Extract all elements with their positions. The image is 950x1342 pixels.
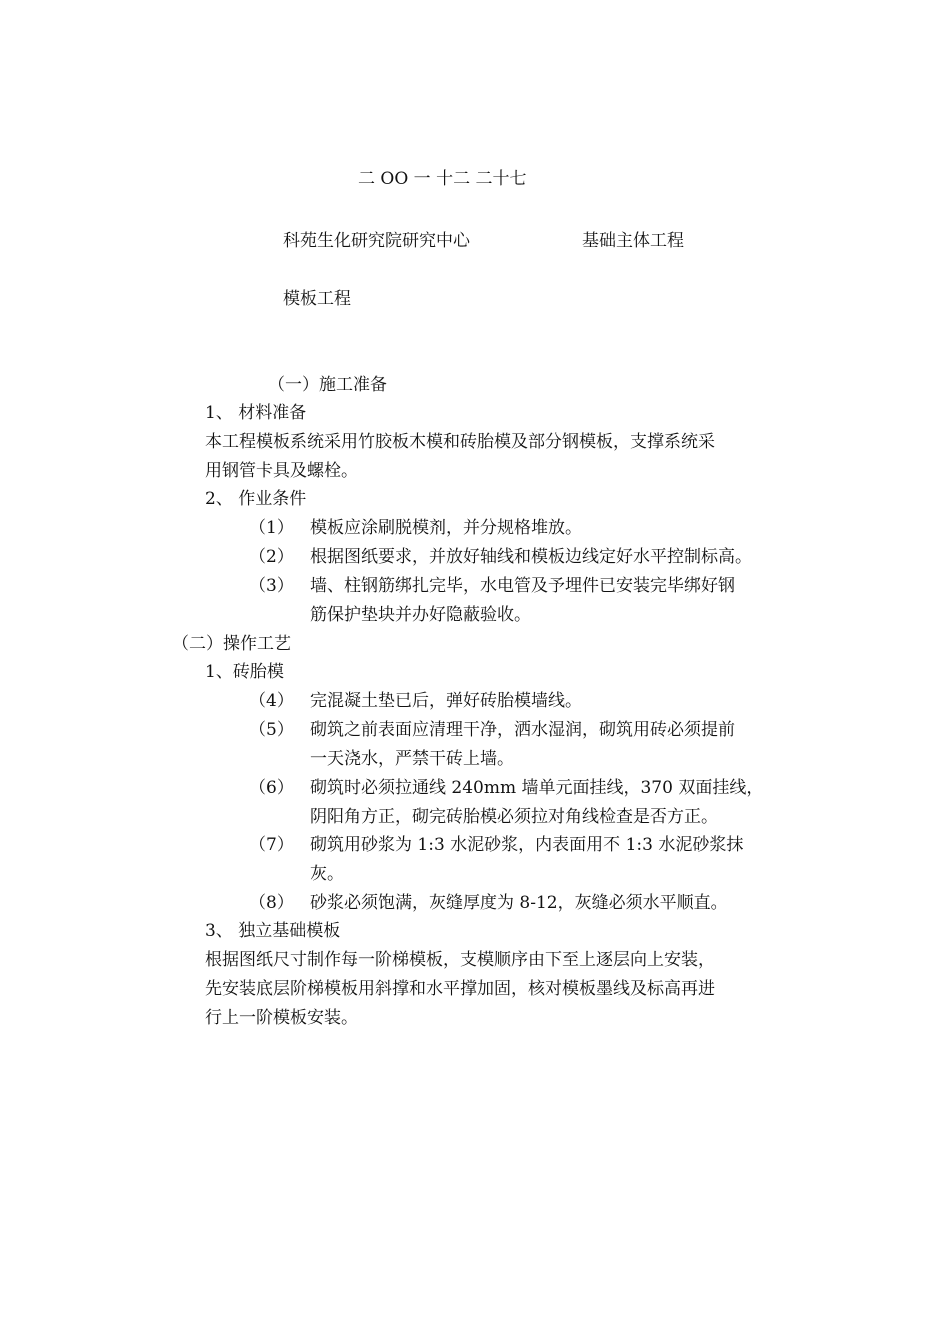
list-item-text: 砌筑用砂浆为 1:3 水泥砂浆，内表面用不 1:3 水泥砂浆抹 — [310, 835, 744, 855]
list-item-text-continued: 灰。 — [310, 864, 344, 884]
project-name: 科苑生化研究院研究中心 — [283, 231, 470, 251]
subheading-foundation-formwork: 3、 独立基础模板 — [205, 921, 341, 941]
list-item-number: （4） — [249, 691, 294, 711]
work-item-title: 模板工程 — [283, 289, 351, 309]
foundation-body-line-1: 根据图纸尺寸制作每一阶梯模板，支模顺序由下至上逐层向上安装， — [205, 950, 715, 970]
list-item-number: （7） — [249, 835, 294, 855]
list-item-text: 墙、柱钢筋绑扎完毕，水电管及予埋件已安装完毕绑好钢 — [310, 576, 735, 596]
list-item-text-continued: 阴阳角方正，砌完砖胎模必须拉对角线检查是否方正。 — [310, 807, 718, 827]
materials-body-line-1: 本工程模板系统采用竹胶板木模和砖胎模及部分钢模板，支撑系统采 — [205, 432, 715, 452]
section-heading-prep: （一）施工准备 — [268, 375, 387, 395]
foundation-body-line-3: 行上一阶模板安装。 — [205, 1008, 358, 1028]
document-date: 二 OO 一 十二 二十七 — [358, 169, 527, 189]
list-item-text: 砌筑之前表面应清理干净，洒水湿润，砌筑用砖必须提前 — [310, 720, 735, 740]
list-item-number: （2） — [249, 547, 294, 567]
list-item-text: 模板应涂刷脱模剂，并分规格堆放。 — [310, 518, 582, 538]
list-item-text: 根据图纸要求，并放好轴线和模板边线定好水平控制标高。 — [310, 547, 752, 567]
list-item-text: 砌筑时必须拉通线 240mm 墙单元面挂线，370 双面挂线， — [310, 778, 764, 798]
subheading-materials: 1、 材料准备 — [205, 403, 307, 423]
list-item-text: 砂浆必须饱满，灰缝厚度为 8-12，灰缝必须水平顺直。 — [310, 893, 728, 913]
list-item-text: 完混凝土垫已后，弹好砖胎模墙线。 — [310, 691, 582, 711]
sub-project-name: 基础主体工程 — [582, 231, 684, 251]
foundation-body-line-2: 先安装底层阶梯模板用斜撑和水平撑加固，核对模板墨线及标高再进 — [205, 979, 715, 999]
subheading-conditions: 2、 作业条件 — [205, 489, 307, 509]
materials-body-line-2: 用钢管卡具及螺栓。 — [205, 461, 358, 481]
list-item-number: （8） — [249, 893, 294, 913]
list-item-text-continued: 一天浇水，严禁干砖上墙。 — [310, 749, 514, 769]
list-item-number: （1） — [249, 518, 294, 538]
list-item-number: （5） — [249, 720, 294, 740]
list-item-text-continued: 筋保护垫块并办好隐蔽验收。 — [310, 605, 531, 625]
section-heading-process: （二）操作工艺 — [172, 634, 291, 654]
list-item-number: （3） — [249, 576, 294, 596]
list-item-number: （6） — [249, 778, 294, 798]
subheading-brick-mold: 1、砖胎模 — [205, 662, 284, 682]
